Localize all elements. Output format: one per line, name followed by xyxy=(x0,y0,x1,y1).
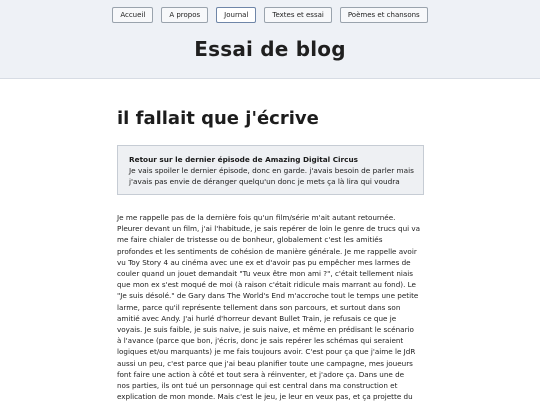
callout-line: j'avais pas envie de déranger quelqu'un donc je mets ça là lira qui voudra xyxy=(129,177,400,186)
body-line: logiques et/ou marquants) je me fais toujours avoir. C'est pour ça que j'aime le JdR xyxy=(117,347,416,357)
body-line: couler quand un jouet demandait "Tu veux être mon ami ?", c'était tellement niais xyxy=(117,269,414,279)
body-line: amitié avec Andy. J'ai hurlé d'horreur devant Bullet Train, je refusais ce que je xyxy=(117,313,397,323)
body-line: Je me rappelle pas de la dernière fois qu'un film/série m'ait autant retournée. xyxy=(117,213,396,222)
post-body xyxy=(117,212,421,402)
body-line: me faire chialer de tristesse ou de bonheur, globalement c'est les amitiés xyxy=(117,235,383,245)
nav-item-poemes-et-chansons[interactable]: Poèmes et chansons xyxy=(340,7,428,23)
body-line: larme, parce qu'il représente tellement dans son parcours, et surtout dans son xyxy=(117,302,401,312)
site-title: Essai de blog xyxy=(194,37,346,61)
main-nav xyxy=(0,7,540,23)
post-title: il fallait que j'écrive xyxy=(117,108,319,129)
body-line: vu Toy Story 4 au cinéma avec une ex et d'avoir pas pu empêcher mes larmes de xyxy=(117,257,411,267)
body-line: "Je suis désolé." de Gary dans The World's End m'accroche tout le temps une petite xyxy=(117,291,419,301)
body-line: à l'avance (parce que bon, j'écris, donc je sais repérer les schémas qui seraient xyxy=(117,336,404,346)
callout-line: Je vais spoiler le dernier épisode, donc en garde. j'avais besoin de parler mais xyxy=(129,166,414,175)
callout-title: Retour sur le dernier épisode de Amazing Digital Circus xyxy=(129,155,359,164)
nav-item-textes-et-essai[interactable]: Textes et essai xyxy=(264,7,331,23)
body-line: aussi un peu, c'est parce que j'ai beau planifier toute une campagne, mes joueurs xyxy=(117,358,413,368)
nav-item-journal[interactable]: Journal xyxy=(216,7,256,23)
body-line: voyais. Je suis faible, je suis naive, je suis naive, et même en prédisant le scénario xyxy=(117,325,414,335)
body-line: font faire une action à côté et tout sera à réinventer, et j'adore ça. Dans une de xyxy=(117,369,405,379)
spoiler-callout xyxy=(117,145,424,195)
nav-item-a-propos[interactable]: A propos xyxy=(161,7,208,23)
body-line: Pleurer devant un film, j'ai l'habitude, je sais repérer de loin le genre de trucs qui va xyxy=(117,224,421,234)
body-line: que mon ex s'est moqué de moi (à raison c'était ridicule mais marrant au fond). Le xyxy=(117,280,416,290)
body-line: nos parties, ils ont tué un personnage qui est central dans ma construction et xyxy=(117,381,398,391)
nav-item-accueil[interactable]: Accueil xyxy=(112,7,153,23)
site-header xyxy=(0,0,540,79)
body-line: profondes et les sentiments de cohésion de manière générale. Je me rappelle avoir xyxy=(117,246,417,256)
body-line: explication de mon monde. Mais c'est le jeu, je leur en veux pas, et ça projette du xyxy=(117,392,413,402)
